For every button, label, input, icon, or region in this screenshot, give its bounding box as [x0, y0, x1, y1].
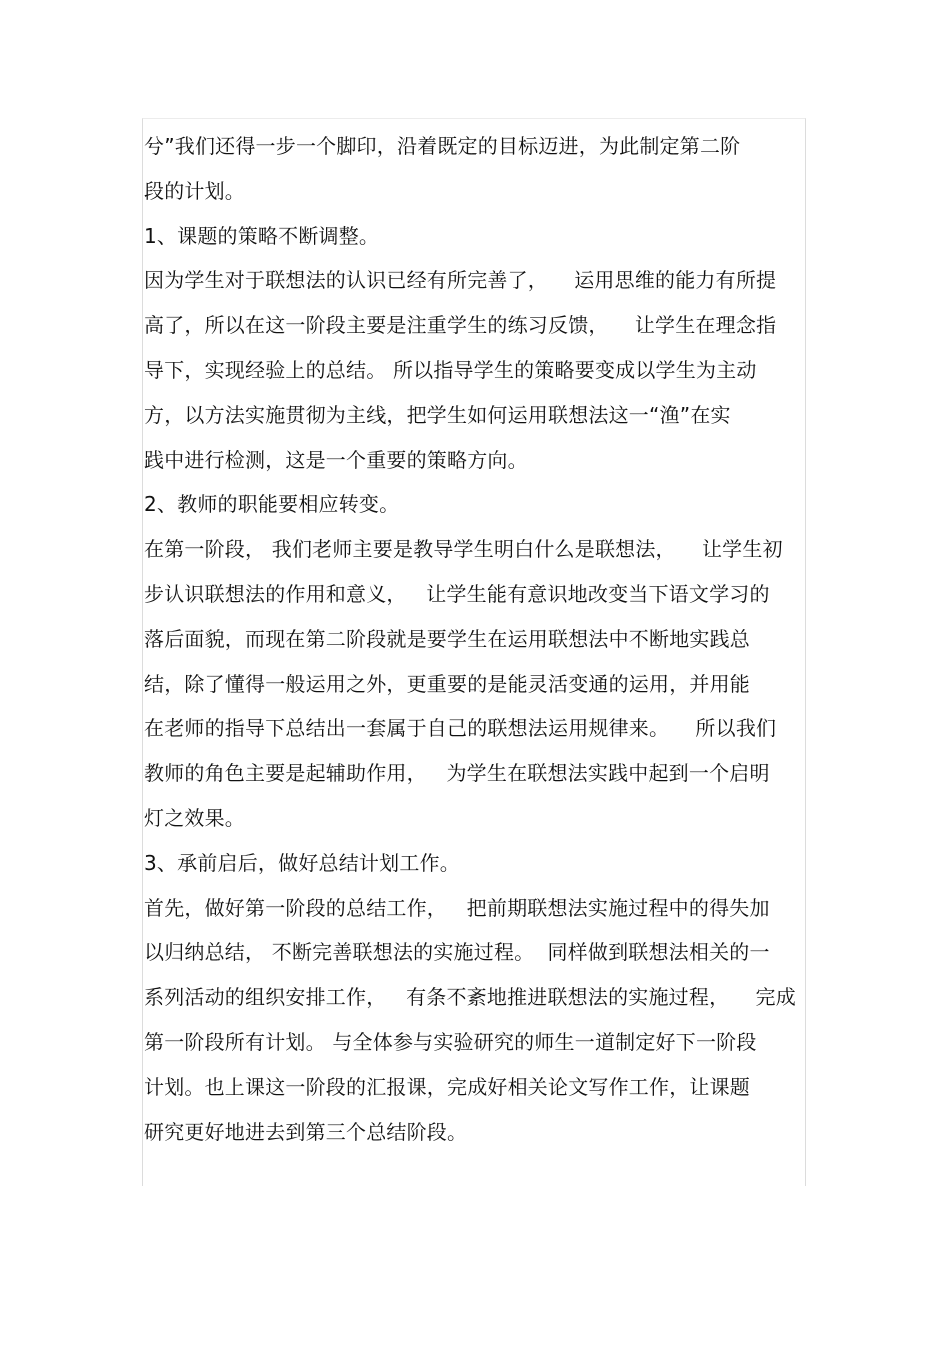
text-line: 结，除了懂得一般运用之外，更重要的是能灵活变通的运用，并用能: [144, 671, 750, 696]
text-line: 以归纳总结， 不断完善联想法的实施过程。 同样做到联想法相关的一: [144, 940, 770, 965]
section-heading-2: 2、教师的职能要相应转变。: [144, 492, 400, 517]
text-line: 第一阶段所有计划。 与全体参与实验研究的师生一道制定好下一阶段: [144, 1029, 757, 1054]
text-line: 方，以方法实施贯彻为主线，把学生如何运用联想法这一“渔”在实: [144, 402, 731, 427]
text-line: 在第一阶段， 我们老师主要是教导学生明白什么是联想法， 让学生初: [144, 537, 783, 562]
text-line: 步认识联想法的作用和意义， 让学生能有意识地改变当下语文学习的: [144, 581, 770, 606]
text-line: 系列活动的组织安排工作， 有条不紊地推进联想法的实施过程， 完成: [144, 985, 796, 1010]
section-heading-3: 3、承前启后，做好总结计划工作。: [144, 850, 460, 875]
text-line: 践中进行检测，这是一个重要的策略方向。: [144, 447, 528, 472]
text-line: 段的计划。: [144, 178, 245, 203]
section-heading-1: 1、课题的策略不断调整。: [144, 223, 380, 248]
text-line: 因为学生对于联想法的认识已经有所完善了， 运用思维的能力有所提: [144, 268, 777, 293]
text-line: 导下，实现经验上的总结。 所以指导学生的策略要变成以学生为主动: [144, 357, 757, 382]
text-line: 首先，做好第一阶段的总结工作， 把前期联想法实施过程中的得失加: [144, 895, 770, 920]
text-line: 在老师的指导下总结出一套属于自己的联想法运用规律来。 所以我们: [144, 716, 777, 741]
text-line: 落后面貌，而现在第二阶段就是要学生在运用联想法中不断地实践总: [144, 626, 750, 651]
text-line: 计划。也上课这一阶段的汇报课，完成好相关论文写作工作，让课题: [144, 1074, 750, 1099]
text-line: 教师的角色主要是起辅助作用， 为学生在联想法实践中起到一个启明: [144, 761, 770, 786]
text-line: 高了，所以在这一阶段主要是注重学生的练习反馈， 让学生在理念指: [144, 313, 777, 338]
text-line: 研究更好地进去到第三个总结阶段。: [144, 1119, 468, 1144]
text-line: 兮”我们还得一步一个脚印，沿着既定的目标迈进，为此制定第二阶: [144, 134, 741, 158]
text-line: 灯之效果。: [144, 805, 245, 830]
document-body: [144, 124, 844, 1154]
